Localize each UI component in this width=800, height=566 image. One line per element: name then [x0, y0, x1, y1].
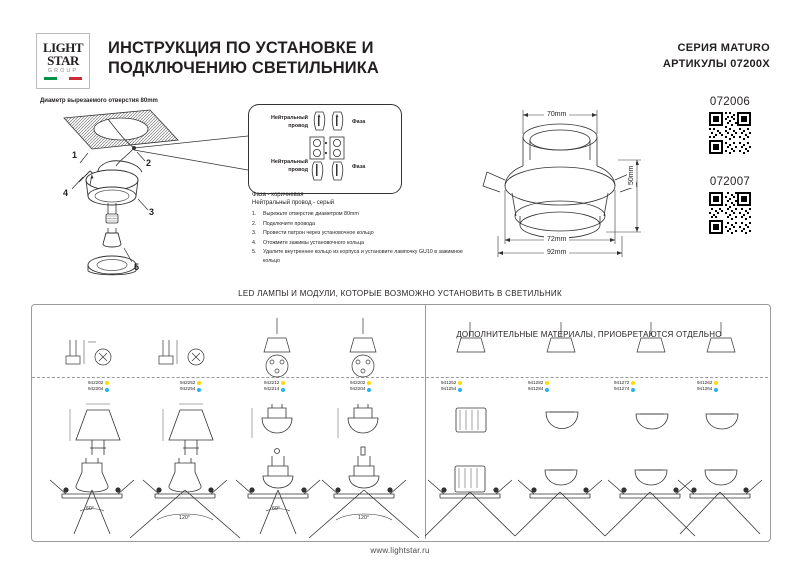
- code-cool: 942204: [350, 386, 366, 392]
- series-name: СЕРИЯ MATURO: [677, 42, 770, 54]
- led-lamps-header: LED ЛАМПЫ И МОДУЛИ, КОТОРЫЕ ВОЗМОЖНО УСТАНОВИТЬ В СВЕТИЛЬНИК: [238, 289, 562, 298]
- page-title-line2: ПОДКЛЮЧЕНИЮ СВЕТИЛЬНИКА: [108, 59, 379, 77]
- footer-url: www.lightstar.ru: [370, 546, 430, 555]
- hole-diameter-note: Диаметр вырезаемого отверстия 80mm: [40, 98, 158, 104]
- code-cool: 941274: [614, 386, 630, 392]
- step-text: Вырежьте отверстие диаметром 80mm: [263, 211, 359, 217]
- step-number: 4.: [252, 239, 257, 246]
- beam-angle-label: 120°: [358, 515, 370, 521]
- article-numbers: АРТИКУЛЫ 07200X: [662, 58, 770, 70]
- callout-5: 5: [134, 262, 140, 272]
- code-cool: 942254: [180, 386, 196, 392]
- logo-line1: LIGHT: [42, 40, 84, 55]
- code-cool: 941254: [441, 386, 457, 392]
- code-warm: 942202: [350, 380, 366, 385]
- code-warm: 941262: [697, 380, 713, 385]
- wiring-legend-neutral: Нейтральный провод - серый: [252, 200, 335, 206]
- qr-label-072007: 072007: [709, 176, 751, 188]
- callout-4: 4: [63, 188, 69, 198]
- logo-line3: GROUP: [47, 68, 79, 74]
- callout-3: 3: [149, 207, 155, 217]
- step-number: 1.: [252, 211, 257, 217]
- page-title-line1: ИНСТРУКЦИЯ ПО УСТАНОВКЕ И: [108, 39, 374, 57]
- logo-line2: STAR: [47, 53, 79, 68]
- dimension-height: 50mm: [627, 163, 636, 188]
- step-number: 2.: [252, 220, 257, 227]
- additional-materials-header: ДОПОЛНИТЕЛЬНЫЕ МАТЕРИАЛЫ, ПРИОБРЕТАЮТСЯ ОТДЕЛЬНО: [456, 330, 722, 339]
- callout-2: 2: [146, 158, 152, 168]
- step-text: Отожмите зажимы установочного кольца: [263, 239, 365, 246]
- callout-1: 1: [72, 150, 78, 160]
- beam-angle-label: 60°: [86, 506, 95, 512]
- code-cool: 942204: [88, 386, 104, 392]
- wiring-neutral-top-l2: провод: [288, 123, 308, 129]
- dimension-top-inner: 70mm: [544, 110, 569, 119]
- code-warm: 942202: [88, 380, 104, 385]
- code-cool: 941284: [528, 386, 544, 392]
- wiring-neutral-bottom-l2: провод: [288, 167, 308, 173]
- step-number: 3.: [252, 230, 257, 237]
- code-warm: 941252: [441, 380, 457, 385]
- wiring-neutral-top-l1: Нейтральный: [270, 115, 308, 121]
- step-text: Удалите внутреннее кольцо из корпуса и установите лампочку GU10 в зажимное кольцо: [263, 249, 463, 264]
- beam-angle-label: 60°: [272, 506, 281, 512]
- code-cool: 941264: [697, 386, 713, 392]
- wiring-phase-bottom: Фаза: [352, 164, 366, 170]
- step-text: Провести патрон через установочное кольцо: [263, 230, 374, 237]
- code-warm: 942212: [264, 380, 280, 385]
- dimension-outer: 92mm: [544, 248, 569, 257]
- code-cool: 942214: [264, 386, 280, 392]
- wiring-phase-top: Фаза: [352, 119, 366, 125]
- step-number: 5.: [252, 249, 257, 256]
- wiring-neutral-bottom-l1: Нейтральный: [270, 159, 308, 165]
- wiring-legend-phase: Фаза - коричневая: [252, 192, 304, 198]
- beam-angle-label: 120°: [179, 515, 191, 521]
- code-warm: 941272: [614, 380, 630, 385]
- qr-label-072006: 072006: [709, 96, 751, 108]
- dimension-bottom-inner: 72mm: [544, 235, 569, 244]
- step-text: Подключите провода: [263, 220, 315, 227]
- code-warm: 942252: [180, 380, 196, 385]
- code-warm: 941282: [528, 380, 544, 385]
